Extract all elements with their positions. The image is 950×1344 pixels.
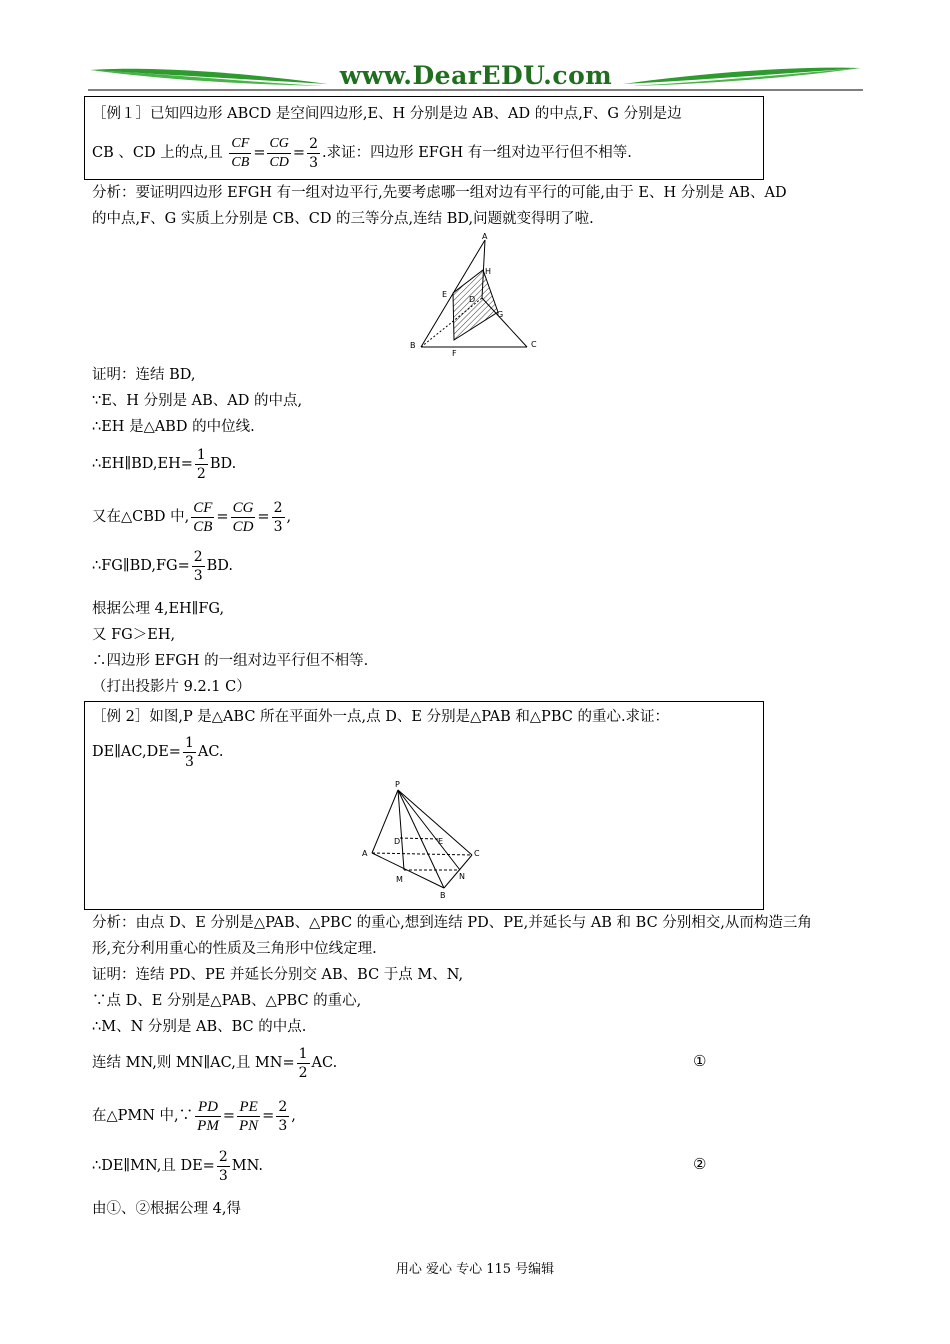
- proof1-line1: 证明：连结 BD,: [92, 367, 196, 383]
- proof1-line4: ∴EH∥BD,EH= $\frac{1}{2}$ BD.: [92, 446, 237, 482]
- fig2-label-C: C: [474, 849, 480, 858]
- proof1-line5: 又在△CBD 中, $\frac{CF}{CB}$ = $\frac{CG}{CD}$ = $\frac{2}{3}$ ,: [92, 499, 292, 535]
- page-footer: 用心 爱心 专心 115 号编辑: [395, 1262, 555, 1277]
- analysis2-line1: 分析：由点 D、E 分别是△PAB、△PBC 的重心,想到连结 PD、PE,并延长与 AB 和 BC 分别相交,从而构造三角: [92, 915, 812, 931]
- equation-marker-1: ①: [693, 1052, 707, 1070]
- fig1-label-H: H: [485, 267, 492, 276]
- fig2-label-E: E: [438, 837, 444, 846]
- fig2-label-M: M: [396, 875, 403, 884]
- analysis1-line1: 分析：要证明四边形 EFGH 有一组对边平行,先要考虑哪一组对边有平行的可能,由于 E、H 分别是 AB、AD: [92, 185, 787, 201]
- fig2-label-P: P: [395, 780, 400, 789]
- fig2-label-N: N: [459, 872, 465, 881]
- proof2-line6: ∴DE∥MN,且 DE= $\frac{2}{3}$ MN.: [92, 1148, 263, 1184]
- fig1-label-B: B: [410, 341, 416, 350]
- proof2-line4: 连结 MN,则 MN∥AC,且 MN= $\frac{1}{2}$ AC.: [92, 1045, 338, 1081]
- fig1-label-G: G: [497, 310, 504, 319]
- proof2-line7: 由①、②根据公理 4,得: [92, 1201, 241, 1217]
- header-banner: [88, 62, 863, 96]
- proof1-line2: ∵E、H 分别是 AB、AD 的中点,: [92, 393, 303, 409]
- proof1-line10: （打出投影片 9.2.1 C）: [92, 679, 251, 695]
- fig2-label-B: B: [440, 891, 446, 900]
- proof1-line6: ∴FG∥BD,FG= $\frac{2}{3}$ BD.: [92, 548, 234, 584]
- example2-line2: DE∥AC,DE= $\frac{1}{3}$ AC.: [92, 734, 224, 770]
- proof1-line7: 根据公理 4,EH∥FG,: [92, 601, 225, 617]
- fig2-label-D: D: [394, 837, 401, 846]
- figure2-diagram: [360, 778, 490, 903]
- example1-line2: CB 、CD 上的点,且 $\frac{CF}{CB}$ = $\frac{CG}{CD}$ = $\frac{2}{3}$ .求证：四边形 EFGH 有一组对边平行但不相等.: [92, 135, 632, 171]
- proof2-line1: 证明：连结 PD、PE 并延长分别交 AB、BC 于点 M、N,: [92, 967, 464, 983]
- proof1-line8: 又 FG＞EH,: [92, 627, 176, 643]
- example1-line1: ［例１］已知四边形 ABCD 是空间四边形,E、H 分别是边 AB、AD 的中点,F、G 分别是边: [92, 106, 682, 122]
- proof1-line3: ∴EH 是△ABD 的中位线.: [92, 419, 255, 435]
- example2-line1: ［例 2］如图,P 是△ABC 所在平面外一点,点 D、E 分别是△PAB 和△PBC 的重心.求证：: [92, 709, 670, 725]
- fig1-label-D: D: [469, 295, 476, 304]
- proof2-line5: 在△PMN 中,∵ $\frac{PD}{PM}$ = $\frac{PE}{PN}$ = $\frac{2}{3}$ ,: [92, 1098, 296, 1134]
- site-logo-text: www.DearEDU.com: [339, 61, 613, 90]
- figure1-diagram: [405, 230, 555, 360]
- analysis2-line2: 形,充分利用重心的性质及三角形中位线定理.: [92, 941, 377, 957]
- fig1-label-C: C: [531, 340, 537, 349]
- fig1-label-F: F: [452, 349, 457, 358]
- fig2-label-A: A: [362, 849, 368, 858]
- proof2-line3: ∴M、N 分别是 AB、BC 的中点.: [92, 1019, 307, 1035]
- analysis1-line2: 的中点,F、G 实质上分别是 CB、CD 的三等分点,连结 BD,问题就变得明了啦.: [92, 211, 594, 227]
- equation-marker-2: ②: [693, 1155, 707, 1173]
- fig1-label-E: E: [442, 290, 448, 299]
- proof1-line9: ∴四边形 EFGH 的一组对边平行但不相等.: [92, 653, 369, 669]
- fig1-label-A: A: [482, 232, 488, 241]
- proof2-line2: ∵点 D、E 分别是△PAB、△PBC 的重心,: [92, 993, 362, 1009]
